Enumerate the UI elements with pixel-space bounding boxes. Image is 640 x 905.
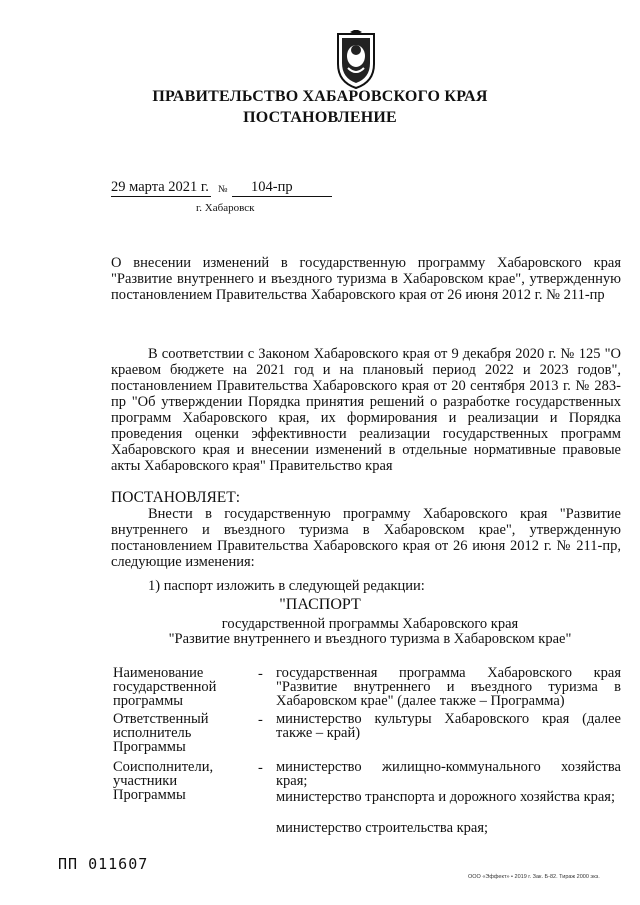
row-value-coexecutor-3: министерство строительства края; [276, 820, 489, 836]
row-label-name: Наименование государственной программы [113, 665, 217, 709]
operative-paragraph: Внести в государственную программу Хабаровского края "Развитие внутреннего и въездного туризма в Хабаровском крае", утвержденную постановлением Правительства Хабаровского края от 26 июня 2012 г. № 211-пр, следующие изменения: [111, 506, 621, 570]
row-value-name: государственная программа Хабаровского края "Развитие внутреннего и въездного туризма в Хабаровском крае" (далее также – Программа) [276, 665, 621, 709]
number-underline [232, 196, 332, 197]
document-subject: О внесении изменений в государственную программу Хабаровского края "Развитие внутреннего и въездного туризма в Хабаровском крае", утвержденную постановлением Правительства Хабаровского края от 26 июня 2012 г. № 211-пр [111, 255, 621, 303]
passport-subtitle: государственной программы Хабаровского края [221, 616, 519, 632]
document-number: 104-пр [251, 179, 293, 195]
passport-title: "ПАСПОРТ [279, 596, 361, 613]
coat-of-arms-icon [330, 30, 382, 90]
row-value-coexecutor-1: министерство жилищно-коммунального хозяйства края; [276, 759, 621, 789]
number-sign: № [218, 184, 228, 195]
print-info: ООО «Эффект» • 2019 г. Зак. Б-82. Тираж 2000 экз. [468, 874, 600, 880]
row-label-coexecutors: Соисполнители, участники Программы [113, 759, 214, 803]
row-dash: - [258, 666, 263, 682]
preamble-paragraph: В соответствии с Законом Хабаровского края от 9 декабря 2020 г. № 125 "О краевом бюджете на 2021 год и на плановый период 2022 и 2023 годов", постановлением Правительства Хабаровского края от 20 сентября 2013 г. № 283-пр "Об утверждении Порядка принятия решений о разработке государственных программ Хабаровского края, их формирования и реализации и Порядка проведения оценки эффективности реализации государственных программ Хабаровского края и внесении изменений в отдельные нормативные правовые акты Хабаровского края" Правительство края [111, 346, 621, 474]
resolves-heading: ПОСТАНОВЛЯЕТ: [111, 489, 241, 506]
row-dash: - [258, 712, 263, 728]
row-label-executor: Ответственный исполнитель Программы [113, 711, 209, 755]
government-title: ПРАВИТЕЛЬСТВО ХАБАРОВСКОГО КРАЯ [152, 88, 488, 105]
document-city: г. Хабаровск [196, 202, 255, 214]
row-value-coexecutor-2: министерство транспорта и дорожного хозяйства края; [276, 789, 616, 805]
passport-subtitle-program: "Развитие внутреннего и въездного туризма в Хабаровском крае" [168, 631, 572, 647]
row-value-executor: министерство культуры Хабаровского края (далее также – край) [276, 711, 621, 741]
document-type: ПОСТАНОВЛЕНИЕ [243, 109, 397, 126]
date-underline [111, 196, 211, 197]
row-dash: - [258, 760, 263, 776]
document-date: 29 марта 2021 г. [111, 179, 209, 195]
amendment-item-1: 1) паспорт изложить в следующей редакции: [148, 578, 425, 594]
form-code: ПП 011607 [58, 855, 149, 873]
